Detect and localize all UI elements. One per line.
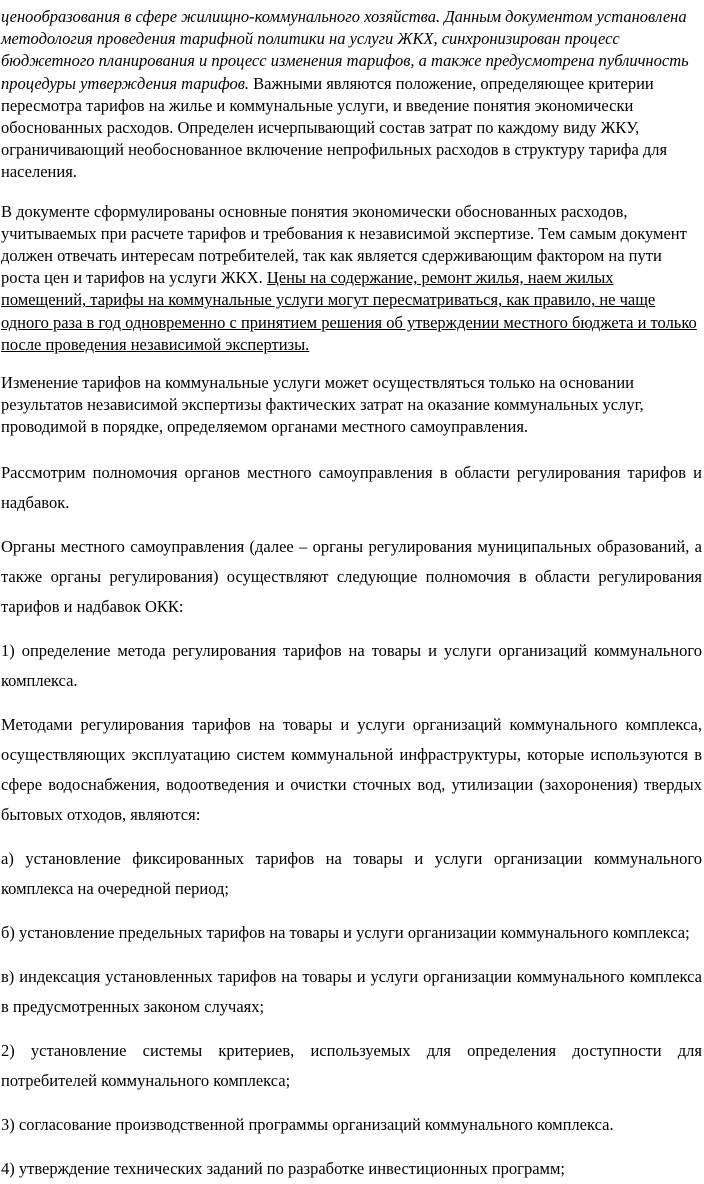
paragraph-1-regular: Важными являются положение, определяющее критерии пересмотра тарифов на жилье и коммунальные услуги, и введение понятия экономически обоснованных расходов. Определен исчерпывающий состав затрат по каждому виду ЖКУ, ограничивающий необоснованное включение непрофильных расходов в структуру тарифа для населения.	[1, 73, 668, 182]
paragraph-12: 3) согласование производственной программы организаций коммунального комплекса.	[1, 1114, 614, 1134]
paragraph-11: 2) установление системы критериев, используемых для определения доступности для потребителей коммунального комплекса;	[1, 1040, 702, 1090]
paragraph-1-italic: ценообразования в сфере жилищно-коммунального хозяйства. Данным документом установлена методология проведения тарифной политики на услуги ЖКХ, синхронизирован процесс бюджетного планирования и процесс изменения тарифов, а также предусмотрена публичность процедуры утверждения тарифов.	[1, 7, 689, 93]
paragraph-6: 1) определение метода регулирования тарифов на товары и услуги организаций коммунального комплекса.	[1, 640, 702, 690]
paragraph-9: б) установление предельных тарифов на товары и услуги организации коммунального комплекса;	[1, 922, 690, 942]
paragraph-2	[1, 201, 702, 356]
paragraph-2-regular: В документе сформулированы основные понятия экономически обоснованных расходов, учитываемых при расчете тарифов и требования к независимой экспертизе. Тем самым документ должен отвечать интересам потребителей, так как является сдерживающим фактором на пути роста цен и тарифов на услуги ЖКХ.	[1, 201, 687, 288]
paragraph-1	[1, 0, 702, 184]
paragraph-7: Методами регулирования тарифов на товары и услуги организаций коммунального комплекса, осуществляющих эксплуатацию систем коммунальной инфраструктуры, которые используются в сфере водоснабжения, водоотведения и очистки сточных вод, утилизации (захоронения) твердых бытовых отходов, являются:	[1, 714, 702, 824]
paragraph-5: Органы местного самоуправления (далее – органы регулирования муниципальных образований, а также органы регулирования) осуществляют следующие полномочия в области регулирования тарифов и надбавок ОКК:	[1, 536, 702, 616]
paragraph-4: Рассмотрим полномочия органов местного самоуправления в области регулирования тарифов и надбавок.	[1, 462, 702, 512]
paragraph-10: в) индексация установленных тарифов на товары и услуги организации коммунального комплекса в предусмотренных законом случаях;	[1, 966, 702, 1016]
paragraph-3: Изменение тарифов на коммунальные услуги может осуществляться только на основании результатов независимой экспертизы фактических затрат на оказание коммунальных услуг, проводимой в порядке, определяемом органами местного самоуправления.	[1, 373, 644, 437]
paragraph-2-underlined: Цены на содержание, ремонт жилья, наем жилых помещений, тарифы на коммунальные услуги могут пересматриваться, как правило, не чаще одного раза в год одновременно с принятием решения об утверждении местного бюджета и только после проведения независимой экспертизы.	[1, 268, 697, 354]
paragraph-8: а) установление фиксированных тарифов на товары и услуги организации коммунального комплекса на очередной период;	[1, 848, 702, 898]
paragraph-13: 4) утверждение технических заданий по разработке инвестиционных программ;	[1, 1158, 565, 1178]
